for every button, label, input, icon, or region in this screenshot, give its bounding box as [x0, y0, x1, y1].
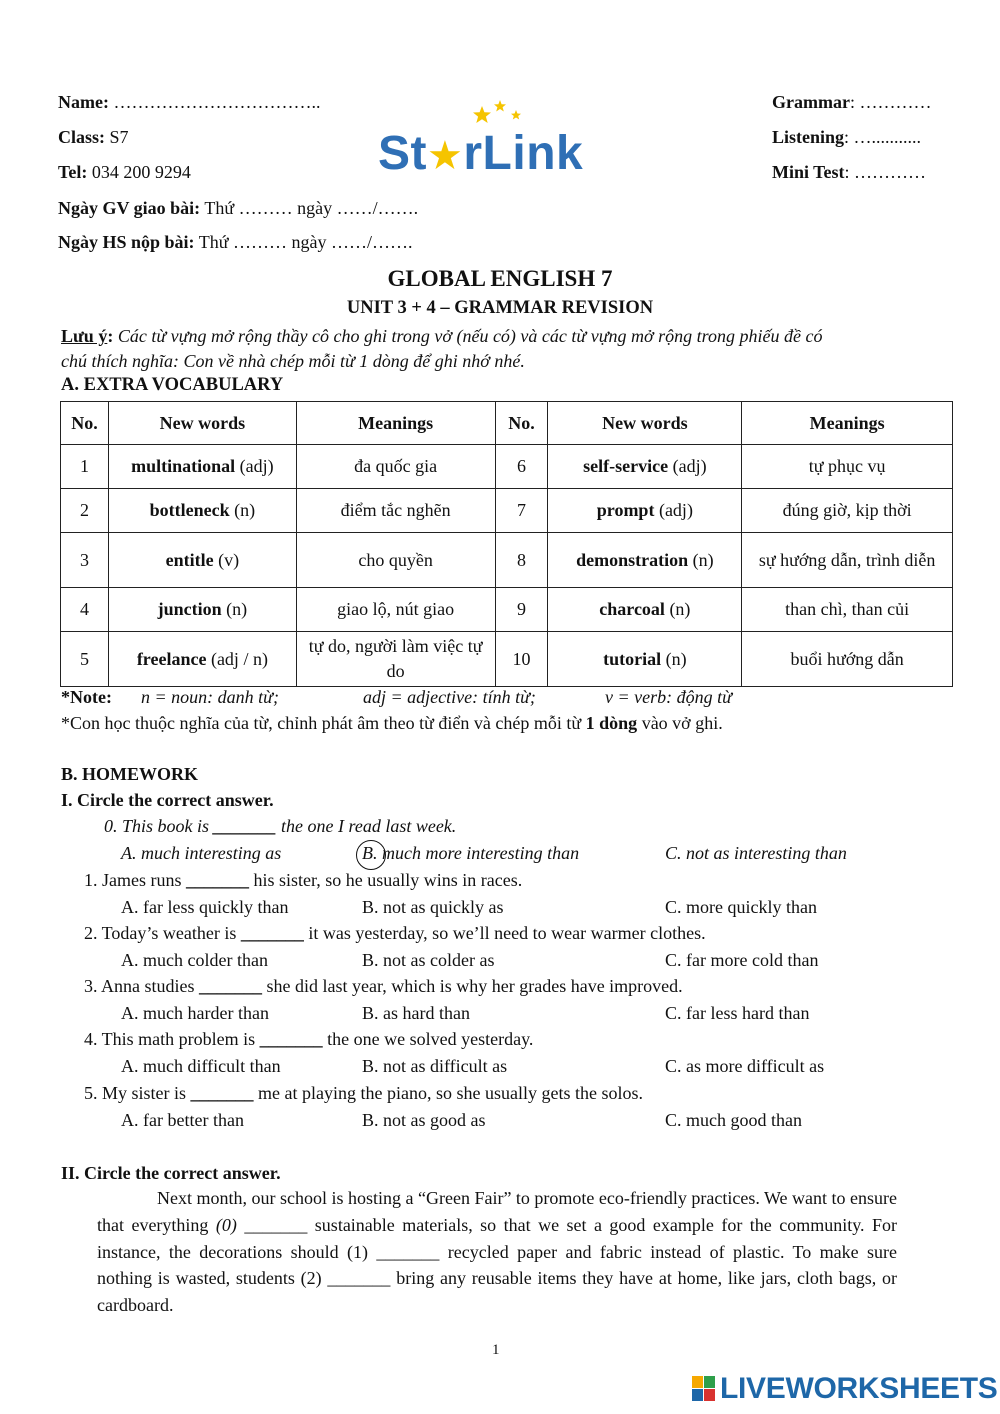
cell-word: demonstration (n) [548, 533, 742, 588]
page-subtitle: UNIT 3 + 4 – GRAMMAR REVISION [346, 298, 654, 318]
section-a-heading: A. EXTRA VOCABULARY [61, 375, 284, 395]
part-1-title: I. Circle the correct answer. [61, 790, 274, 810]
cell-meaning: buổi hướng dẫn [742, 632, 953, 687]
page-number: 1 [492, 1342, 500, 1358]
cell-meaning: sự hướng dẫn, trình diễn [742, 533, 953, 588]
cell-meaning: cho quyền [296, 533, 495, 588]
liveworksheets-icon [692, 1376, 716, 1402]
cell-meaning: tự phục vụ [742, 445, 953, 489]
cell-number: 9 [495, 588, 548, 632]
question-1-option-b[interactable]: B. not as quickly as [362, 897, 504, 917]
logo-star-icon: ★ [427, 134, 464, 178]
question-1: 1. James runs _______ his sister, so he usually wins in races. [84, 870, 523, 890]
cell-number: 8 [495, 533, 548, 588]
question-0-option-c[interactable]: C. not as interesting than [665, 843, 847, 863]
header-meanings: Meanings [296, 402, 495, 445]
liveworksheets-wordmark: LIVEWORKSHEETS [720, 1372, 998, 1405]
copy-instruction: *Con học thuộc nghĩa của từ, chỉnh phát âm theo từ điển và chép mỗi từ 1 dòng vào vở ghi. [61, 713, 723, 733]
header-no: No. [495, 402, 548, 445]
question-3-option-a[interactable]: A. much harder than [121, 1003, 269, 1023]
question-3-option-c[interactable]: C. far less hard than [665, 1003, 810, 1023]
cell-meaning: giao lộ, nút giao [296, 588, 495, 632]
table-header-row [61, 402, 953, 445]
question-5-option-c[interactable]: C. much good than [665, 1110, 802, 1130]
cell-word: charcoal (n) [548, 588, 742, 632]
cell-word: bottleneck (n) [108, 489, 296, 533]
question-2-option-b[interactable]: B. not as colder as [362, 950, 495, 970]
note-line-1: Lưu ý: Các từ vựng mở rộng thầy cô cho ghi trong vở (nếu có) và các từ vựng mở rộng trong phiếu đề có [61, 326, 823, 346]
question-1-option-c[interactable]: C. more quickly than [665, 897, 817, 917]
cell-number: 3 [61, 533, 109, 588]
cell-meaning: điểm tắc nghẽn [296, 489, 495, 533]
class-field: Class: S7 [58, 127, 129, 147]
cell-number: 4 [61, 588, 109, 632]
table-row [61, 588, 953, 632]
part-2-passage: Next month, our school is hosting a “Green Fair” to promote eco-friendly practices. We want to ensure that everything (0) _______ sustainable materials, so that we set a good example for the community. For instance, the decorations should (1) _______ recycled paper and fabric instead of plastic. To make sure nothing is wasted, students (2) _______ bring any reusable items they have at home, like jars, cloth bags, or cardboard. [97, 1188, 898, 1316]
question-4: 4. This math problem is _______ the one we solved yesterday. [84, 1029, 534, 1049]
cell-word: entitle (v) [108, 533, 296, 588]
question-4-option-b[interactable]: B. not as difficult as [362, 1056, 508, 1076]
assign-date-field: Ngày GV giao bài: Thứ ……… ngày ……/……. [58, 198, 419, 218]
cell-word: freelance (adj / n) [108, 632, 296, 687]
question-5: 5. My sister is _______ me at playing the piano, so she usually gets the solos. [84, 1083, 643, 1103]
submit-date-field: Ngày HS nộp bài: Thứ ……… ngày ……/……. [58, 232, 413, 252]
question-5-option-a[interactable]: A. far better than [121, 1110, 244, 1130]
cell-meaning: đúng giờ, kịp thời [742, 489, 953, 533]
note-label: *Note: [61, 687, 112, 707]
question-0-option-b[interactable]: B. much more interesting than [362, 843, 580, 863]
cell-word: tutorial (n) [548, 632, 742, 687]
name-field: Name: …………………………….. [58, 92, 321, 112]
starlink-logo [378, 100, 610, 182]
tel-field: Tel: 034 200 9294 [58, 162, 191, 182]
grammar-score-field: Grammar: ………… [772, 92, 932, 112]
cell-number: 5 [61, 632, 109, 687]
table-row [61, 632, 953, 687]
cell-number: 1 [61, 445, 109, 489]
section-b-heading: B. HOMEWORK [61, 764, 199, 784]
note-line-2: chú thích nghĩa: Con về nhà chép mỗi từ 1 dòng để ghi nhớ nhé. [61, 351, 525, 371]
table-row [61, 445, 953, 489]
cell-word: junction (n) [108, 588, 296, 632]
header-meanings: Meanings [742, 402, 953, 445]
cell-meaning: đa quốc gia [296, 445, 495, 489]
vocabulary-table [60, 401, 953, 687]
note-verb: v = verb: động từ [605, 687, 732, 707]
question-2-option-a[interactable]: A. much colder than [121, 950, 268, 970]
question-3: 3. Anna studies _______ she did last year, which is why her grades have improved. [84, 976, 683, 996]
note-adjective: adj = adjective: tính từ; [363, 687, 536, 707]
question-3-option-b[interactable]: B. as hard than [362, 1003, 470, 1023]
question-0: 0. This book is _______ the one I read last week. [104, 816, 457, 836]
question-4-option-c[interactable]: C. as more difficult as [665, 1056, 825, 1076]
table-row [61, 489, 953, 533]
logo-wordmark: St★rLink [378, 127, 584, 180]
header-new-words: New words [108, 402, 296, 445]
note-noun: n = noun: danh từ; [141, 687, 279, 707]
answer-circle-mark [356, 840, 386, 870]
table-row [61, 533, 953, 588]
question-2-option-c[interactable]: C. far more cold than [665, 950, 819, 970]
question-5-option-b[interactable]: B. not as good as [362, 1110, 486, 1130]
cell-word: prompt (adj) [548, 489, 742, 533]
cell-number: 10 [495, 632, 548, 687]
listening-score-field: Listening: …........... [772, 127, 922, 147]
question-0-option-a[interactable]: A. much interesting as [121, 843, 282, 863]
page-title: GLOBAL ENGLISH 7 [387, 266, 613, 291]
header-no: No. [61, 402, 109, 445]
cell-word: multinational (adj) [108, 445, 296, 489]
question-1-option-a[interactable]: A. far less quickly than [121, 897, 289, 917]
cell-meaning: tự do, người làm việc tự do [296, 632, 495, 687]
cell-meaning: than chì, than củi [742, 588, 953, 632]
cell-number: 7 [495, 489, 548, 533]
part-2-title: II. Circle the correct answer. [61, 1163, 281, 1183]
question-2: 2. Today’s weather is _______ it was yesterday, so we’ll need to wear warmer clothes. [84, 923, 706, 943]
header-new-words: New words [548, 402, 742, 445]
cell-number: 2 [61, 489, 109, 533]
question-4-option-a[interactable]: A. much difficult than [121, 1056, 281, 1076]
minitest-score-field: Mini Test: ………… [772, 162, 927, 182]
cell-word: self-service (adj) [548, 445, 742, 489]
cell-number: 6 [495, 445, 548, 489]
